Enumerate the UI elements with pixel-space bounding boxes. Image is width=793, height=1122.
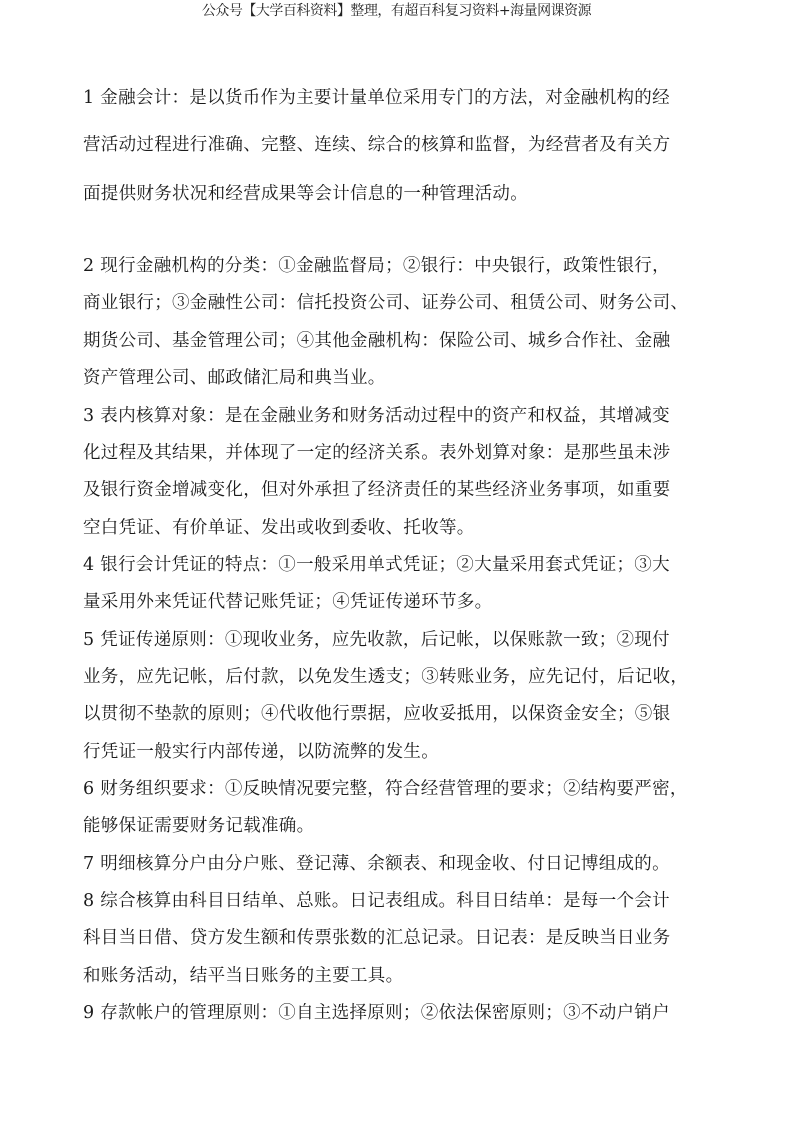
text-line: 能够保证需要财务记载准确。 xyxy=(83,816,315,836)
text-line: 6 财务组织要求：①反映情况要完整，符合经营管理的要求；②结构要严密， xyxy=(83,779,688,799)
text-line: 行凭证一般实行内部传递，以防流弊的发生。 xyxy=(83,742,439,762)
text-line: 科目当日借、贷方发生额和传票张数的汇总记录。日记表：是反映当日业务 xyxy=(83,928,671,948)
text-line: 业务，应先记帐，后付款，以免发生透支；③转账业务，应先记付，后记收， xyxy=(83,667,689,687)
text-line: 7 明细核算分户由分户账、登记薄、余额表、和现金收、付日记博组成的。 xyxy=(83,854,670,874)
text-line: 商业银行；③金融性公司：信托投资公司、证券公司、租赁公司、财务公司、 xyxy=(83,293,689,313)
text-line: 营活动过程进行准确、完整、连续、综合的核算和监督，为经营者及有关方 xyxy=(83,135,671,155)
text-line: 及银行资金增减变化，但对外承担了经济责任的某些经济业务事项，如重要 xyxy=(83,480,671,500)
text-line: 空白凭证、有价单证、发出或收到委收、托收等。 xyxy=(83,518,475,538)
text-line: 8 综合核算由科目日结单、总账。日记表组成。科目日结单：是每一个会计 xyxy=(83,891,670,911)
text-line: 和账务活动，结平当日账务的主要工具。 xyxy=(83,966,404,986)
text-line: 4 银行会计凭证的特点：①一般采用单式凭证；②大量采用套式凭证；③大 xyxy=(83,555,670,575)
text-line: 2 现行金融机构的分类：①金融监督局；②银行：中央银行，政策性银行， xyxy=(83,256,670,276)
text-line: 化过程及其结果，并体现了一定的经济关系。表外划算对象：是那些虽未涉 xyxy=(83,443,671,463)
text-line: 面提供财务状况和经营成果等会计信息的一种管理活动。 xyxy=(83,184,528,204)
text-line: 资产管理公司、邮政储汇局和典当业。 xyxy=(83,368,386,388)
text-line: 9 存款帐户的管理原则：①自主选择原则；②依法保密原则；③不动户销户 xyxy=(83,1003,670,1023)
page-header-banner: 公众号【大学百科资料】整理，有超百科复习资料+海量网课资源 xyxy=(201,3,592,19)
text-line: 量采用外来凭证代替记账凭证；④凭证传递环节多。 xyxy=(83,592,493,612)
text-line: 以贯彻不垫款的原则；④代收他行票据，应收妥抵用，以保资金安全；⑤银 xyxy=(83,704,671,724)
text-line: 期货公司、基金管理公司；④其他金融机构：保险公司、城乡合作社、金融 xyxy=(83,331,671,351)
text-line: 3 表内核算对象：是在金融业务和财务活动过程中的资产和权益，其增减变 xyxy=(83,406,670,426)
text-line: 5 凭证传递原则：①现收业务，应先收款，后记帐，以保账款一致；②现付 xyxy=(83,630,670,650)
text-line: 1 金融会计：是以货币作为主要计量单位采用专门的方法，对金融机构的经 xyxy=(83,88,670,108)
